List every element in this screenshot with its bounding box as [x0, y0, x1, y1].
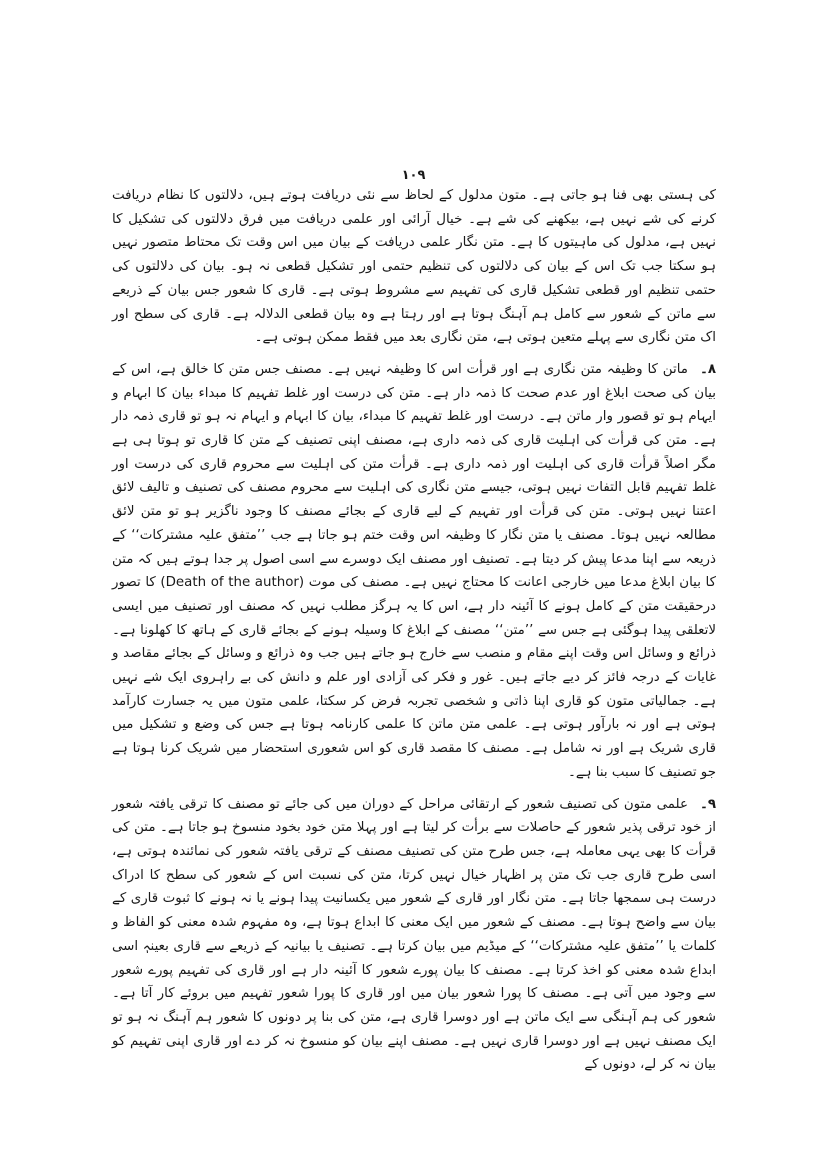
body-text: [112, 184, 716, 1077]
paragraph-text: علمی متون کی تصنیف شعور کے ارتقائی مراحل کے دوران میں کی جائے تو مصنف کا ترقی یافتہ شعور از خود ترقی پذیر شعور کے حاصلات سے برأت کر لیتا ہے اور پہلا متن خود بخود منسوخ ہو جاتا ہے۔ متن کی قرأت کا بھی یہی معاملہ ہے، جس طرح متن کی تصنیف مصنف کے ترقی یافتہ شعور کی نمائندہ ہوتی ہے، اسی طرح قاری جب تک متن پر اظہار خیال نہیں کرتا، متن کی نسبت اس کے شعور کی سطح کا ادراک درست ہی سمجھا جاتا ہے۔ متن نگار اور قاری کے شعور میں یکسانیت پیدا ہونے یا نہ ہونے کا ثبوت قاری کے بیان سے واضح ہوتا ہے۔ مصنف کے شعور میں ایک معنی کا ابداع ہوتا ہے، وہ مفہوم شدہ معنی کو الفاظ و کلمات یا ’’متفق علیہ مشترکات‘‘ کے میڈیم میں بیان کرتا ہے۔ تصنیف یا بیانیہ کے ذریعے سے قاری بعینہٖ اسی ابداع شدہ معنی کو اخذ کرتا ہے۔ مصنف کا بیان پورے شعور کا آئینہ دار ہے اور قاری کی تفہیم پورے شعور سے وجود میں آتی ہے۔ مصنف کا پورا شعور بیان میں اور قاری کا پورا شعور تفہیم میں بروئے کار آتا ہے۔ شعور کی ہم آہنگی سے ایک ماتن ہے اور دوسرا قاری ہے، متن کی بنا پر دونوں کا شعور ہم آہنگ نہ ہو تو ایک مصنف نہیں ہے اور دوسرا قاری نہیں ہے۔ مصنف اپنے بیان کو منسوخ نہ کر دے اور قاری اپنی تفہیم کو بیان نہ کر لے، دونوں کے: [112, 796, 716, 1073]
paragraph-text: کی ہستی بھی فنا ہو جاتی ہے۔ متون مدلول کے لحاظ سے نئی دریافت ہوتے ہیں، دلالتوں کا نظام دریافت کرنے کی شے نہیں ہے، بیکھنے کی شے ہے۔ خیال آرائی اور علمی دریافت میں فرق دلالتوں کی تشکیل کا نہیں ہے، مدلول کی ماہیتوں کا ہے۔ متن نگار علمی دریافت کے بیان میں اس وقت تک محتاط متصور نہیں ہو سکتا جب تک اس کے بیان کی دلالتوں کی تنظیم حتمی اور تشکیل قطعی نہ ہو۔ بیان کی دلالتوں کی حتمی تنظیم اور قطعی تشکیل قاری کی تفہیم سے مشروط ہوتی ہے۔ قاری کا شعور جس بیان کے ذریعے سے ماتن کے شعور سے کامل ہم آہنگ ہوتا ہے اور رہتا ہے وہ بیان قطعی الدلالہ ہے۔ قاری کی سطح اور اک متن نگاری سے پہلے متعین ہوتی ہے، متن نگاری بعد میں فقط ممکن ہوتی ہے۔: [112, 188, 716, 346]
paragraph-number: ۹۔: [699, 796, 716, 812]
page-number: ۱۰۹: [401, 168, 426, 183]
paragraph-8: [112, 358, 716, 785]
paragraph-number: ۸۔: [699, 361, 716, 377]
paragraph-text: ماتن کا وظیفہ متن نگاری ہے اور قرأت اس کا وظیفہ نہیں ہے۔ مصنف جس متن کا خالق ہے، اس کے بیان کی صحت ابلاغ اور عدم صحت کا ذمہ دار ہے۔ متن کی درست اور غلط تفہیم کا مبداء بیان کا ابہام و ایہام ہو تو قصور وار ماتن ہے۔ درست اور غلط تفہیم کا مبداء، بیان کا ابہام و ایہام نہ ہو تو قاری ذمہ دار ہے۔ متن کی قرأت کی اہلیت قاری کی ذمہ داری ہے، مصنف اپنی تصنیف کے متن کا قاری تو ہوتا ہی ہے مگر اصلاً قرأت قاری کی اہلیت اور ذمہ داری ہے۔ قرأت متن کی اہلیت سے محروم قاری کی درست اور غلط تفہیم قابل التفات نہیں ہوتی، جیسے متن نگاری کی اہلیت سے محروم مصنف کی تصنیف و تالیف لائق اعتنا نہیں ہوتی۔ متن کی قرأت اور تفہیم کے لیے قاری کے بجائے مصنف کا وجود ناگزیر ہو تو متن لائق مطالعہ نہیں ہوتا۔ مصنف یا متن نگار کا وظیفہ اس وقت ختم ہو جاتا ہے جب ’’متفق علیہ مشترکات‘‘ کے ذریعہ سے اپنا مدعا پیش کر دیتا ہے۔ تصنیف اور مصنف ایک دوسرے سے اسی اصول پر جدا ہوتے ہیں کہ متن کا بیان ابلاغ مدعا میں خارجی اعانت کا محتاج نہیں ہے۔ مصنف کی موت (Death of the author) کا تصور درحقیقت متن کے کامل ہونے کا آئینہ دار ہے، اس کا یہ ہرگز مطلب نہیں کہ مصنف اور تصنیف میں ایسی لاتعلقی پیدا ہوگئی ہے جس سے ’’متن‘‘ مصنف کے ابلاغ کا وسیلہ ہونے کے بجائے قاری کے ہاتھ کا کھلونا ہے۔ ذرائع و وسائل اس وقت اپنے مقام و منصب سے خارج ہو جاتے ہیں جب وہ ذرائع و وسائل کے بجائے مقاصد و غایات کے درجہ فائز کر دیے جاتے ہیں۔ غور و فکر کی آزادی اور علم و دانش کی بے راہروی ایک شے نہیں ہے۔ جمالیاتی متون کو قاری اپنا ذاتی و شخصی تجربہ فرض کر سکتا، علمی متون میں یہ جسارت کارآمد ہوتی ہے اور نہ بارآور ہوتی ہے۔ علمی متن ماتن کا علمی کارنامہ ہوتا ہے جس کی وضع و تشکیل میں قاری شریک ہے اور نہ شامل ہے۔ مصنف کا مقصد قاری کو اس شعوری استحضار میں شریک کرنا ہوتا ہے جو تصنیف کا سبب بنا ہے۔: [112, 361, 716, 780]
paragraph-9: [112, 793, 716, 1077]
paragraph-continued: [112, 184, 716, 350]
